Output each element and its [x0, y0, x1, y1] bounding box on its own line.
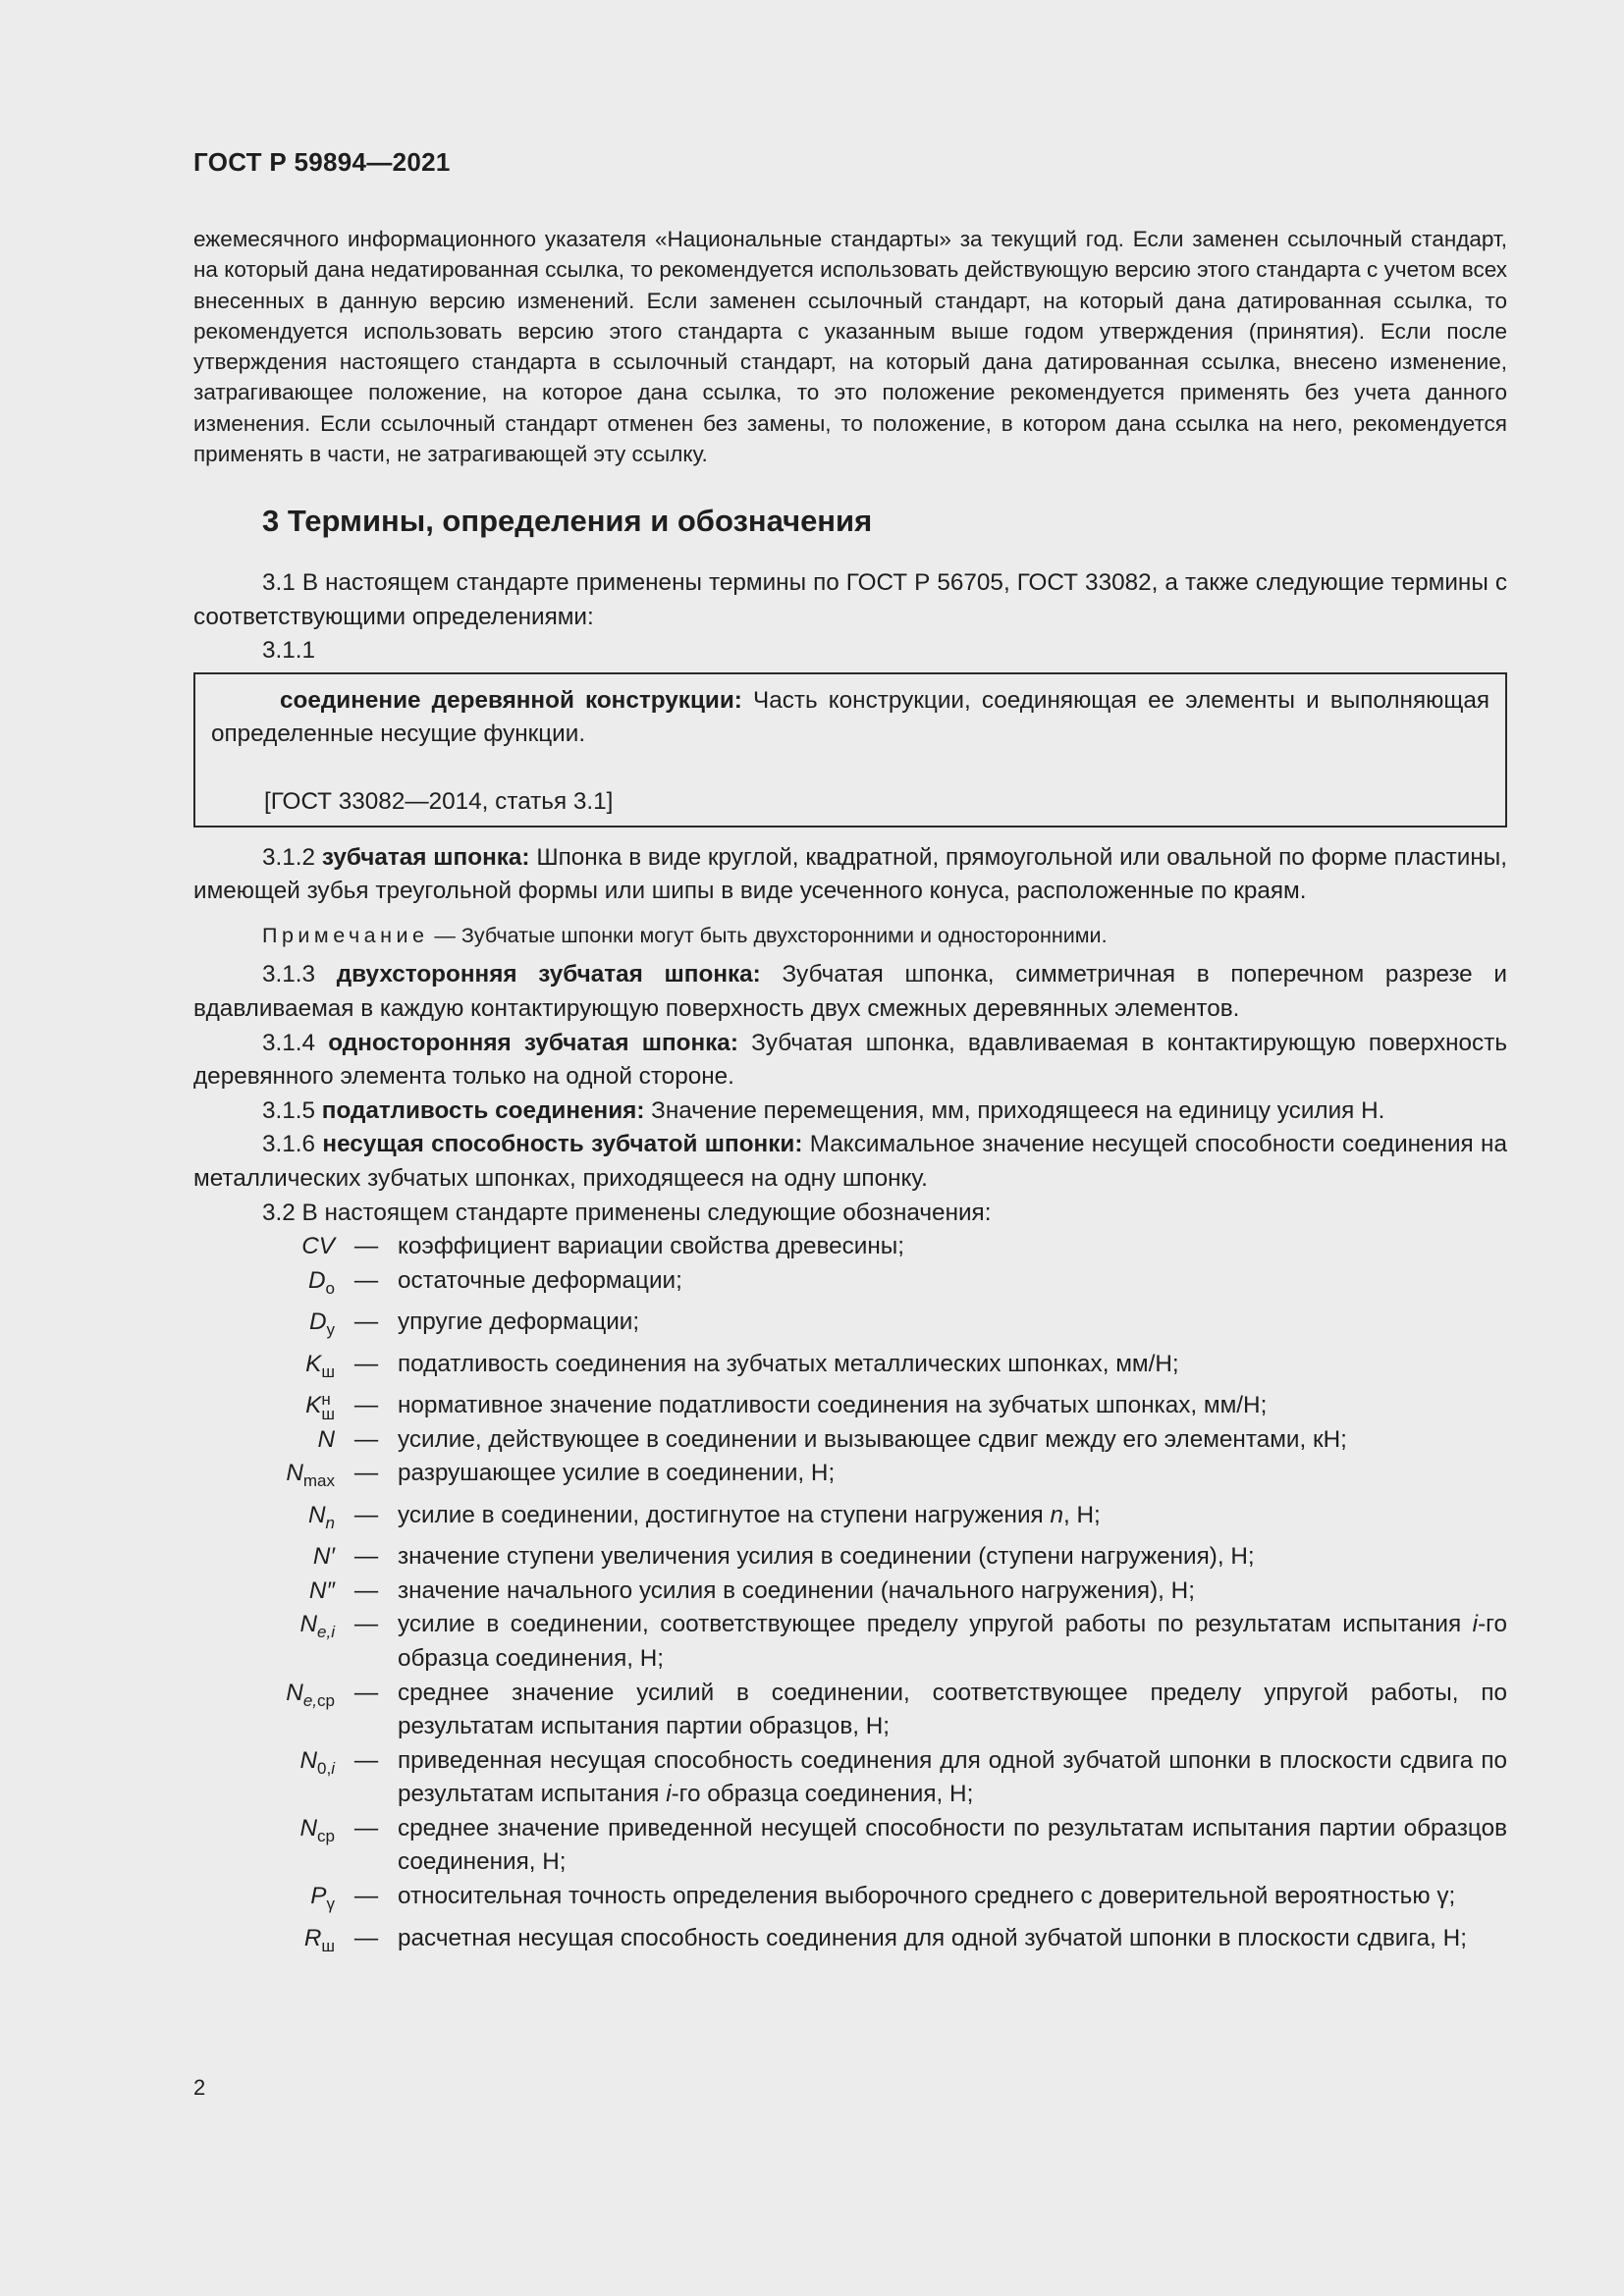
- symbol-row: N — усилие, действующее в соединении и вызывающее сдвиг между его элементами, кН;: [193, 1423, 1507, 1458]
- clause-3-1-5: 3.1.5 податливость соединения: Значение перемещения, мм, приходящееся на единицу усилия Н.: [262, 1096, 1385, 1124]
- symbol-definition: среднее значение приведенной несущей способности по результатам испытания партии образцов соединения, Н;: [398, 1814, 1507, 1876]
- symbol: $N_{e,i}$: [299, 1611, 335, 1642]
- term-name: податливость соединения:: [321, 1096, 645, 1124]
- term-name: несущая способность зубчатой шпонки:: [322, 1131, 803, 1158]
- symbol-definition: значение начального усилия в соединении (начального нагружения), Н;: [398, 1576, 1195, 1604]
- term-name: односторонняя зубчатая шпонка:: [328, 1029, 738, 1056]
- symbol-definition: среднее значение усилий в соединении, соответствующее пределу упругой работы, по результатам испытания партии образцов, Н;: [398, 1679, 1507, 1740]
- symbol-row: $N_{e,ср}$ — среднее значение усилий в соединении, соответствующее пределу упругой работы, по результатам испытания партии образцов, Н;: [193, 1677, 1507, 1744]
- symbol-definition: усилие в соединении, соответствующее пределу упругой работы по результатам испытания i-го образца соединения, Н;: [398, 1611, 1507, 1672]
- clause-3-1-1-number: 3.1.1: [262, 637, 316, 665]
- symbol: $N_{ср}$: [299, 1814, 335, 1845]
- symbol: $N_{e,ср}$: [286, 1679, 335, 1710]
- term-definition: Часть конструкции, соединяющая ее элементы и выполняющая определенные несущие функции.: [211, 686, 1489, 748]
- term-name: соединение деревянной конструкции:: [280, 686, 742, 714]
- clause-3-1-2: 3.1.2 зубчатая шпонка: Шпонка в виде круглой, квадратной, прямоугольной или овальной по форме пластины, имеющей зубья треугольной формы или шипы в виде усеченного конуса, расположенные по краям.: [193, 843, 1508, 905]
- symbol-row: $R_ш$ — расчетная несущая способность соединения для одной зубчатой шпонки в плоскости сдвига, Н;: [193, 1922, 1507, 1963]
- symbol: $D_о$: [307, 1266, 335, 1298]
- term-3-1-1: [211, 684, 1489, 752]
- symbol-row: $P_\gamma$ — относительная точность определения выборочного среднего с доверительной вероятностью γ;: [193, 1880, 1507, 1921]
- symbol-definition: нормативное значение податливости соединения на зубчатых шпонках, мм/Н;: [398, 1392, 1268, 1419]
- note-label: Примечание: [262, 923, 429, 947]
- symbol-row: $N_{ср}$ — среднее значение приведенной несущей способности по результатам испытания партии образцов соединения, Н;: [193, 1812, 1507, 1880]
- symbol: N′: [312, 1543, 335, 1571]
- section-3-body: [193, 566, 1507, 1963]
- term-citation: [ГОСТ 33082—2014, статья 3.1]: [264, 787, 614, 815]
- symbol-row: CV — коэффициент вариации свойства древесины;: [193, 1230, 1507, 1264]
- paragraph-3-1: 3.1 В настоящем стандарте применены термины по ГОСТ Р 56705, ГОСТ 33082, а также следующие термины с соответствующими определениями:: [193, 569, 1507, 630]
- symbol-definition: податливость соединения на зубчатых металлических шпонках, мм/Н;: [398, 1350, 1179, 1377]
- symbol: $R_ш$: [303, 1924, 335, 1955]
- paragraph-3-2: 3.2 В настоящем стандарте применены следующие обозначения:: [262, 1199, 992, 1226]
- note-text: — Зубчатые шпонки могут быть двухсторонними и односторонними.: [428, 923, 1108, 947]
- symbol-row: $D_о$ — остаточные деформации;: [193, 1264, 1507, 1306]
- page-number: 2: [193, 2075, 206, 2100]
- symbol-row: $K_ш$ — податливость соединения на зубчатых металлических шпонках, мм/Н;: [193, 1348, 1507, 1389]
- symbol: $N_n$: [307, 1501, 335, 1532]
- clause-3-1-3: 3.1.3 двухсторонняя зубчатая шпонка: Зубчатая шпонка, симметричная в поперечном разрезе и вдавливаемая в каждую контактирующую поверхность двух смежных деревянных элементов.: [193, 961, 1507, 1022]
- term-name: зубчатая шпонка:: [321, 843, 530, 871]
- term-definition-box: [193, 672, 1507, 828]
- symbol: CV: [301, 1233, 335, 1260]
- symbol-row: Kн ш — нормативное значение податливости соединения на зубчатых шпонках, мм/Н;: [193, 1389, 1507, 1423]
- symbol-definition: разрушающее усилие в соединении, Н;: [398, 1460, 836, 1487]
- symbol-row: $N_n$ — усилие в соединении, достигнутое на ступени нагружения n, Н;: [193, 1499, 1507, 1540]
- section-3-title: 3 Термины, определения и обозначения: [262, 504, 873, 538]
- clause-3-1-4: 3.1.4 односторонняя зубчатая шпонка: Зубчатая шпонка, вдавливаемая в контактирующую поверхность деревянного элемента только на одной стороне.: [193, 1029, 1507, 1091]
- symbol-definition: коэффициент вариации свойства древесины;: [398, 1233, 904, 1260]
- symbol-row: N′ — значение ступени увеличения усилия в соединении (ступени нагружения), Н;: [193, 1540, 1507, 1575]
- symbol: $D_у$: [308, 1308, 335, 1339]
- symbol-row: $D_у$ — упругие деформации;: [193, 1306, 1507, 1347]
- symbol-row: $N_{0,i}$ — приведенная несущая способность соединения для одной зубчатой шпонки в плоскости сдвига по результатам испытания i-го образца соединения, Н;: [193, 1744, 1507, 1812]
- symbol-definition: усилие в соединении, достигнутое на ступени нагружения n, Н;: [398, 1501, 1101, 1528]
- symbol: $K_ш$: [305, 1350, 335, 1381]
- symbol: N″: [308, 1576, 335, 1604]
- symbol: N: [317, 1425, 335, 1453]
- term-name: двухсторонняя зубчатая шпонка:: [336, 961, 761, 988]
- document-code-header: ГОСТ Р 59894—2021: [193, 147, 451, 177]
- symbol-row: $N_{e,i}$ — усилие в соединении, соответствующее пределу упругой работы по результатам испытания i-го образца соединения, Н;: [193, 1608, 1507, 1676]
- symbol: $N_{max}$: [286, 1460, 335, 1491]
- symbol: $P_\gamma$: [310, 1883, 335, 1913]
- symbol-definition: упругие деформации;: [398, 1308, 640, 1336]
- symbol: Kн ш: [305, 1389, 335, 1423]
- symbol-definition: относительная точность определения выборочного среднего с доверительной вероятностью γ;: [398, 1883, 1456, 1910]
- symbol-definition: усилие, действующее в соединении и вызывающее сдвиг между его элементами, кН;: [398, 1425, 1347, 1453]
- clause-3-1-6: 3.1.6 несущая способность зубчатой шпонки: Максимальное значение несущей способности соединения на металлических зубчатых шпонках, приходящееся на одну шпонку.: [193, 1131, 1507, 1192]
- symbol-definition: остаточные деформации;: [398, 1266, 682, 1294]
- symbol: $N_{0,i}$: [299, 1746, 335, 1778]
- symbols-list: [193, 1230, 1507, 1963]
- note-3-1-2: [193, 919, 1507, 953]
- symbol-definition: значение ступени увеличения усилия в соединении (ступени нагружения), Н;: [398, 1543, 1255, 1571]
- symbol-definition: приведенная несущая способность соединения для одной зубчатой шпонки в плоскости сдвига по результатам испытания i-го образца соединения, Н;: [398, 1746, 1507, 1808]
- symbol-row: $N_{max}$ — разрушающее усилие в соединении, Н;: [193, 1457, 1507, 1498]
- symbol-row: N″ — значение начального усилия в соединении (начального нагружения), Н;: [193, 1575, 1507, 1609]
- symbol-definition: расчетная несущая способность соединения для одной зубчатой шпонки в плоскости сдвига, Н;: [398, 1924, 1467, 1951]
- intro-paragraph: ежемесячного информационного указателя «Национальные стандарты» за текущий год. Если заменен ссылочный стандарт, на который дана недатированная ссылка, то рекомендуется использовать действующую версию этого стандарта с учетом всех внесенных в данную версию изменений. Если заменен ссылочный стандарт, на который дана датированная ссылка, то рекомендуется использовать версию этого стандарта с указанным выше годом утверждения (принятия). Если после утверждения настоящего стандарта в ссылочный стандарт, на который дана датированная ссылка, внесено изменение, затрагивающее положение, на которое дана ссылка, то это положение рекомендуется применять без учета данного изменения. Если ссылочный стандарт отменен без замены, то положение, в котором дана ссылка на него, рекомендуется применять в части, не затрагивающей эту ссылку.: [193, 227, 1507, 467]
